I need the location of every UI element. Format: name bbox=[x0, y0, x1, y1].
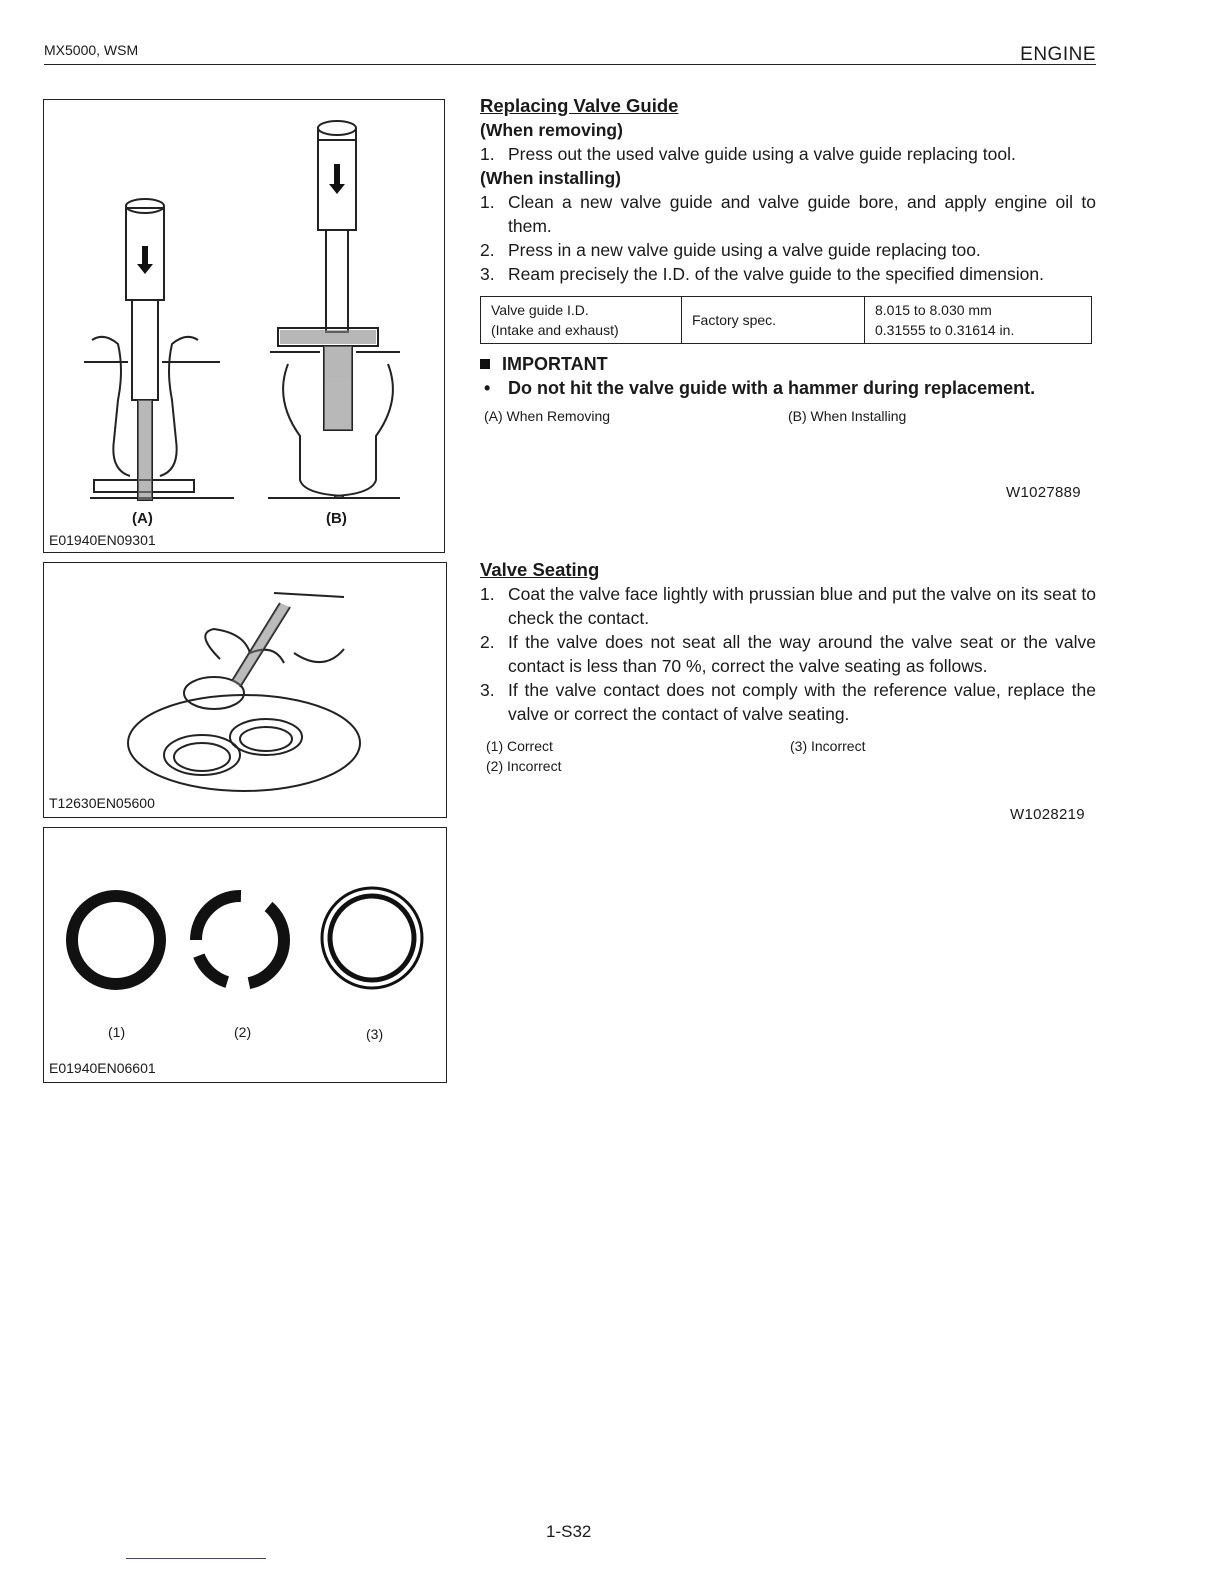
section-valve-seating bbox=[480, 558, 1096, 778]
step-text: Press in a new valve guide using a valve guide replacing too. bbox=[508, 240, 981, 260]
figure-contact-patterns bbox=[43, 827, 447, 1083]
caption-a: (A) When Removing bbox=[484, 408, 611, 424]
list-item bbox=[480, 238, 1096, 262]
removing-steps bbox=[480, 142, 1096, 166]
figure-valve-seating bbox=[43, 562, 447, 818]
step-text: Ream precisely the I.D. of the valve guide to the specified dimension. bbox=[508, 264, 1044, 284]
page-number: 1-S32 bbox=[546, 1522, 592, 1541]
bullet-icon: • bbox=[484, 378, 491, 398]
subheading-installing: (When installing) bbox=[480, 168, 621, 188]
list-item bbox=[480, 190, 1096, 238]
list-item bbox=[480, 678, 1096, 726]
figure-code: E01940EN09301 bbox=[49, 532, 156, 548]
step-text: If the valve contact does not comply with the reference value, replace the valve or correct the contact of valve seating. bbox=[508, 680, 1096, 724]
list-item bbox=[480, 262, 1096, 286]
figure-code: E01940EN06601 bbox=[49, 1060, 156, 1076]
spec-value-line2: 0.31555 to 0.31614 in. bbox=[875, 322, 1015, 338]
caption-2: (2) Incorrect bbox=[486, 758, 562, 774]
spec-table bbox=[480, 296, 1092, 344]
caption-b: (B) When Installing bbox=[788, 408, 907, 424]
spec-item-cell bbox=[481, 297, 682, 344]
step-text: Press out the used valve guide using a valve guide replacing tool. bbox=[508, 144, 1016, 164]
important-text bbox=[480, 376, 1096, 400]
spec-type-cell: Factory spec. bbox=[682, 297, 865, 344]
list-item bbox=[480, 630, 1096, 678]
valve-seat-illustration bbox=[44, 563, 446, 817]
step-number: 3. bbox=[480, 264, 495, 284]
spec-item-line2: (Intake and exhaust) bbox=[491, 322, 619, 338]
list-item bbox=[480, 582, 1096, 630]
document-code: W1028219 bbox=[1010, 806, 1085, 823]
spec-item-line1: Valve guide I.D. bbox=[491, 302, 589, 318]
section-title: Valve Seating bbox=[480, 559, 600, 580]
valve-guide-illustration bbox=[44, 100, 444, 552]
figure-label-a: (A) bbox=[132, 510, 153, 527]
list-item bbox=[480, 142, 1096, 166]
step-number: 2. bbox=[480, 240, 495, 260]
figure-valve-guide bbox=[43, 99, 445, 553]
important-heading bbox=[480, 352, 1096, 376]
spec-value-cell bbox=[865, 297, 1092, 344]
step-text: Coat the valve face lightly with prussian blue and put the valve on its seat to check the contact. bbox=[508, 584, 1096, 628]
caption-3: (3) Incorrect bbox=[790, 738, 866, 754]
step-number: 1. bbox=[480, 144, 495, 164]
header-model: MX5000, WSM bbox=[44, 42, 139, 58]
step-text: If the valve does not seat all the way around the valve seat or the valve contact is less than 70 %, correct the valve seating as follows. bbox=[508, 632, 1096, 676]
table-row bbox=[481, 297, 1092, 344]
figure-label-2: (2) bbox=[234, 1024, 252, 1040]
section-title: Replacing Valve Guide bbox=[480, 95, 679, 116]
figure-label-1: (1) bbox=[108, 1024, 126, 1040]
figure-label-3: (3) bbox=[366, 1026, 384, 1042]
contact-ring-incorrect-thin bbox=[322, 888, 422, 988]
step-text: Clean a new valve guide and valve guide bore, and apply engine oil to them. bbox=[508, 192, 1096, 236]
installing-steps bbox=[480, 190, 1096, 286]
subheading-removing: (When removing) bbox=[480, 120, 623, 140]
step-number: 3. bbox=[480, 680, 495, 700]
spec-value-line1: 8.015 to 8.030 mm bbox=[875, 302, 992, 318]
seating-steps bbox=[480, 582, 1096, 726]
section-replacing-valve-guide bbox=[480, 94, 1096, 428]
step-number: 1. bbox=[480, 584, 495, 604]
step-number: 2. bbox=[480, 632, 495, 652]
important-label: IMPORTANT bbox=[502, 354, 608, 374]
important-body: Do not hit the valve guide with a hammer during replacement. bbox=[508, 378, 1036, 398]
header-section: ENGINE bbox=[1020, 44, 1096, 65]
footer-rule bbox=[126, 1558, 266, 1559]
document-code: W1027889 bbox=[1006, 484, 1081, 501]
contact-pattern-illustration bbox=[44, 828, 446, 1082]
header-rule bbox=[44, 64, 1096, 65]
contact-ring-correct bbox=[72, 896, 160, 984]
figure-code: T12630EN05600 bbox=[49, 795, 155, 811]
step-number: 1. bbox=[480, 192, 495, 212]
caption-1: (1) Correct bbox=[486, 738, 553, 754]
square-bullet-icon bbox=[480, 359, 490, 369]
figure-label-b: (B) bbox=[326, 510, 347, 527]
contact-ring-incorrect-broken bbox=[196, 896, 284, 984]
